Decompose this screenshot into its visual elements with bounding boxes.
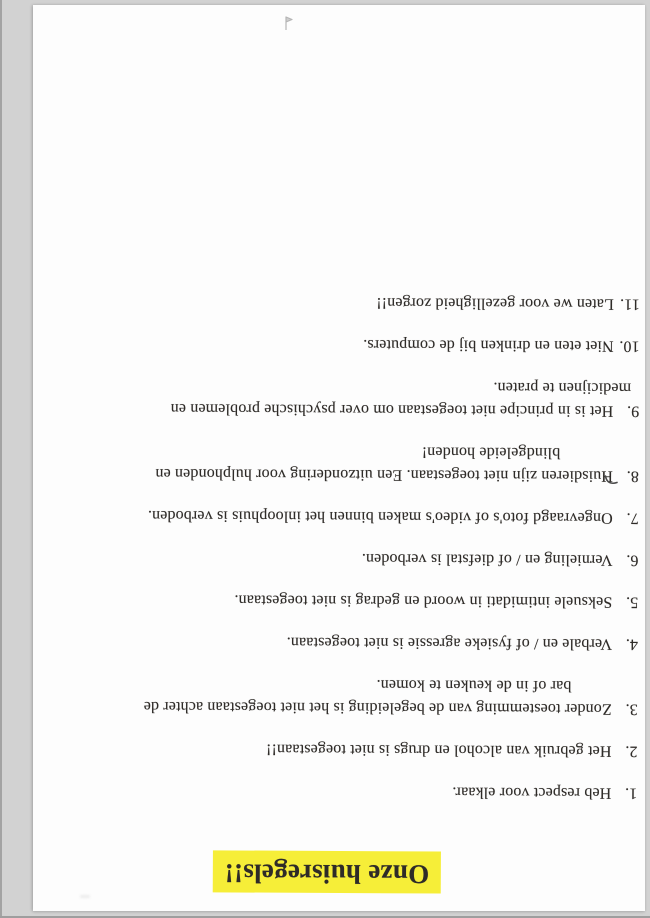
rule-number: 11. <box>619 295 640 313</box>
rule-item <box>43 503 639 529</box>
rule-first-line <box>43 503 639 529</box>
rule-text: Het is in principe niet toegestaan om over psychische problemen en <box>170 400 614 420</box>
rule-text: Seksuele intimidati in woord en gedrag is niet toegestaan. <box>234 591 613 611</box>
page-content <box>33 5 645 911</box>
rule-item <box>44 289 640 315</box>
rule-number: 1. <box>624 784 638 802</box>
rule-item <box>42 545 638 571</box>
rule-number: 2. <box>625 742 638 760</box>
rules-list <box>41 289 640 804</box>
rule-item <box>44 331 640 357</box>
rule-text: Verbale en / of fysieke agressie is niet toegestaan. <box>286 633 613 653</box>
rule-text: Niet eten en drinken bij de computers. <box>363 336 614 355</box>
rule-continuation-line: medicijnen te praten. <box>493 378 640 397</box>
rule-number: 7. <box>626 509 639 527</box>
rule-first-line <box>43 396 639 422</box>
rule-text: Huisdieren zijn niet toegestaan. Een uitzondering voor hulphonden en <box>155 465 613 485</box>
rule-number: 4. <box>625 635 639 653</box>
rule-number: 10. <box>619 337 640 355</box>
rule-item <box>42 629 638 655</box>
rule-item <box>43 438 639 487</box>
smudge-artifact <box>80 895 90 898</box>
rule-text: Vernieling en / of diefstal is verboden. <box>361 550 613 569</box>
rule-text: Zonder toestemming van de begeleiding is het niet toegestaan achter de <box>143 697 612 718</box>
rule-first-line <box>42 545 638 571</box>
rule-continuation-line: bar of in de keuken te komen. <box>376 676 638 695</box>
title-row <box>33 849 625 894</box>
rule-first-line <box>44 289 640 315</box>
rule-item <box>41 736 637 762</box>
rule-first-line <box>42 629 638 655</box>
scanner-edge-left <box>0 0 2 918</box>
rule-text: Laten we voor gezelligheid zorgen!! <box>376 294 614 313</box>
rule-continuation-line: blindgeleide honden! <box>421 443 640 462</box>
rule-item <box>42 671 638 720</box>
rule-item <box>41 778 637 804</box>
rule-first-line <box>41 736 637 762</box>
document-page <box>33 5 645 911</box>
rule-text: Ongevraagd foto's of video's maken binnen het inloophuis is verboden. <box>147 506 613 527</box>
rule-item <box>42 587 638 613</box>
rule-number: 9. <box>626 402 640 420</box>
document-title: Onze huisregels!! <box>212 850 441 893</box>
rule-number: 3. <box>625 700 638 718</box>
rule-number: 5. <box>625 593 639 611</box>
rule-first-line <box>42 587 638 613</box>
rule-first-line <box>41 778 637 804</box>
rule-number: 8. <box>626 467 639 485</box>
pen-mark-top-icon <box>283 15 295 37</box>
rule-text: Het gebruik van alcohol en drugs is niet toegestaan!! <box>265 740 612 760</box>
rule-first-line <box>44 331 640 357</box>
rule-item <box>43 373 639 422</box>
rule-first-line <box>42 694 638 720</box>
pen-mark-hook-icon <box>603 473 619 493</box>
rule-text: Heb respect voor elkaar. <box>452 783 612 802</box>
rule-first-line <box>43 461 639 487</box>
rule-number: 6. <box>626 551 639 569</box>
